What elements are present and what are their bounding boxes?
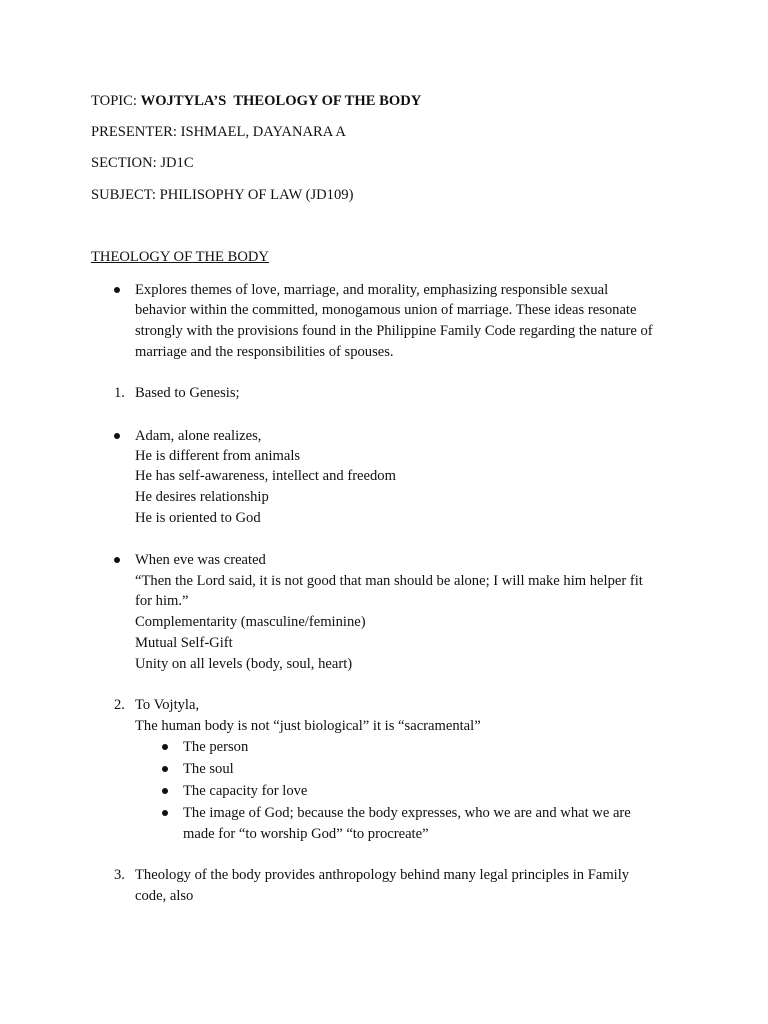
topic-value: WOJTYLA’S THEOLOGY OF THE BODY <box>140 93 422 109</box>
adam-line: Adam, alone realizes, <box>135 428 262 444</box>
bullet-dot <box>114 287 120 293</box>
adam-line: He desires relationship <box>135 489 269 505</box>
topic-line <box>91 91 421 111</box>
sub-item-text: The person <box>183 739 249 755</box>
list-number: 1. <box>114 385 125 401</box>
sub-bullet-dot <box>162 788 168 794</box>
section-heading: THEOLOGY OF THE BODY <box>91 249 269 265</box>
intro-line: strongly with the provisions found in the Philippine Family Code regarding the nature of <box>135 323 653 339</box>
topic-label: TOPIC: <box>91 93 141 109</box>
list-item-text: code, also <box>135 888 194 904</box>
sub-bullet-dot <box>162 766 168 772</box>
list-item-text: To Vojtyla, <box>135 697 200 713</box>
list-number: 2. <box>114 697 125 713</box>
adam-line: He is oriented to God <box>135 510 261 526</box>
bullet-dot <box>114 557 120 563</box>
sub-item-text: The soul <box>183 761 234 777</box>
list-item-text: Theology of the body provides anthropology behind many legal principles in Family <box>135 867 630 883</box>
eve-line: When eve was created <box>135 552 266 568</box>
sub-bullet-dot <box>162 744 168 750</box>
intro-line: behavior within the committed, monogamous union of marriage. These ideas resonate <box>135 302 637 318</box>
eve-line: for him.” <box>135 593 189 609</box>
intro-line: marriage and the responsibilities of spouses. <box>135 344 394 360</box>
section-line: SECTION: JD1C <box>91 155 194 171</box>
eve-line: Complementarity (masculine/feminine) <box>135 614 366 630</box>
sub-item-text: The capacity for love <box>183 783 308 799</box>
list-number: 3. <box>114 867 125 883</box>
eve-line: “Then the Lord said, it is not good that man should be alone; I will make him helper fit <box>135 573 643 589</box>
sub-bullet-dot <box>162 810 168 816</box>
adam-line: He is different from animals <box>135 448 301 464</box>
presenter-line: PRESENTER: ISHMAEL, DAYANARA A <box>91 124 346 140</box>
eve-line: Mutual Self-Gift <box>135 635 233 651</box>
subject-line: SUBJECT: PHILISOPHY OF LAW (JD109) <box>91 187 354 203</box>
adam-line: He has self-awareness, intellect and freedom <box>135 468 396 484</box>
eve-line: Unity on all levels (body, soul, heart) <box>135 656 353 672</box>
sub-item-text: made for “to worship God” “to procreate” <box>183 826 429 842</box>
list-item-text: The human body is not “just biological” it is “sacramental” <box>135 718 481 734</box>
list-item-text: Based to Genesis; <box>135 385 240 401</box>
sub-item-text: The image of God; because the body expresses, who we are and what we are <box>183 805 631 821</box>
intro-line: Explores themes of love, marriage, and morality, emphasizing responsible sexual <box>135 282 609 298</box>
bullet-dot <box>114 433 120 439</box>
